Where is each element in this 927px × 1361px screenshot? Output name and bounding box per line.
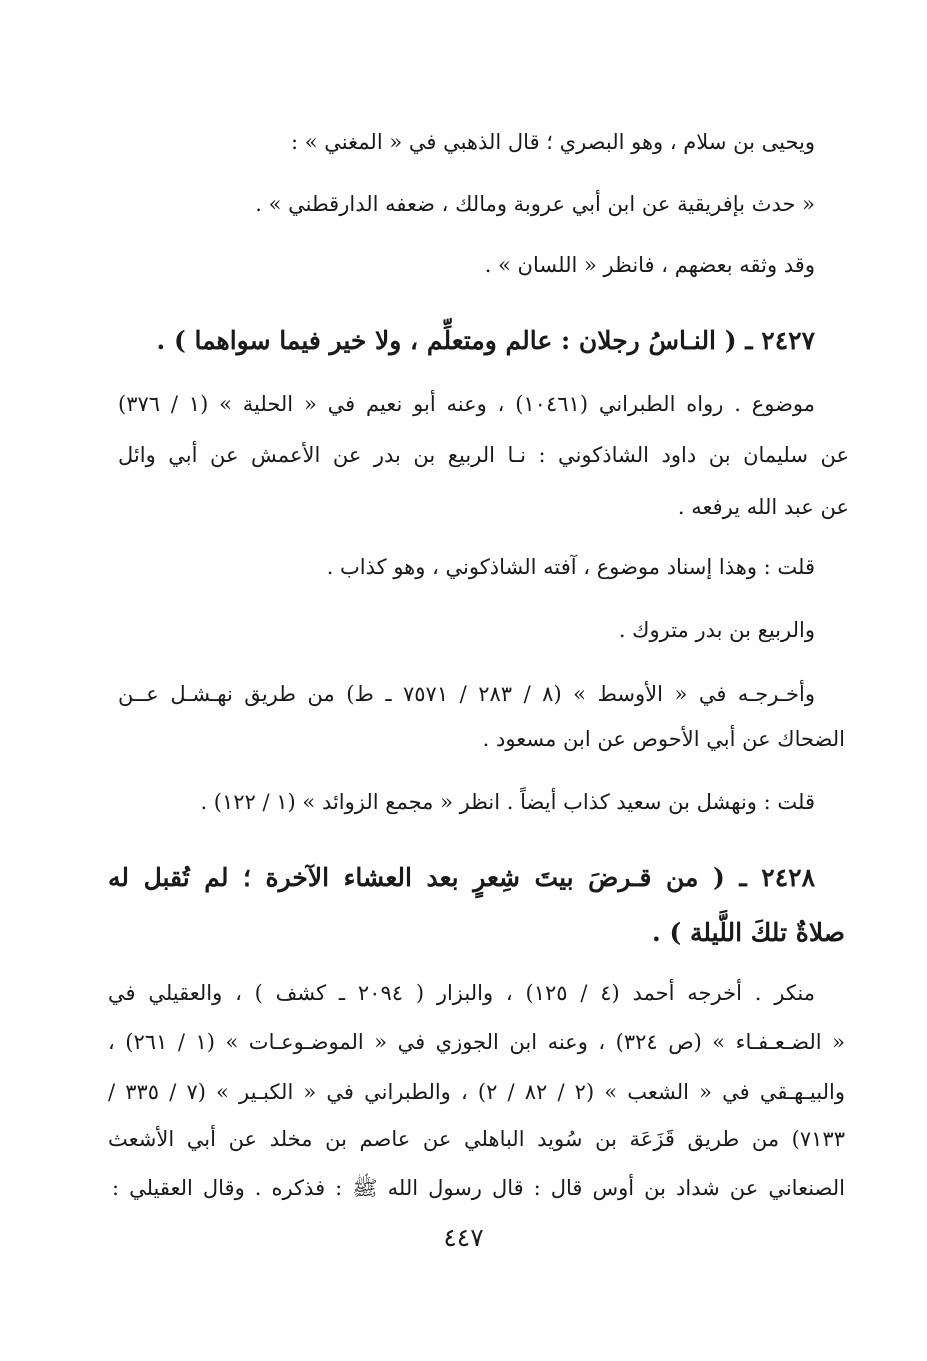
text-line: قلت : وهذا إسناد موضوع ، آفته الشاذكوني ، وهو كذاب .: [326, 555, 815, 579]
text-line: موضوع . رواه الطبراني (١٠٤٦١) ، وعنه أبو نعيم في « الحلية » (١ / ٣٧٦): [118, 392, 816, 416]
text-line: ٧١٣٣) من طريق قَزَعَة بن سُويد الباهلي عن عاصم بن مخلد عن أبي الأشعث: [108, 1127, 845, 1151]
text-line: وأخـرجـه في « الأوسط » (٨ / ٢٨٣ / ٧٥٧١ ـ ط) من طريق نهـشـل عــن: [118, 682, 815, 706]
text-line: « الضـعـفـاء » (ص ٣٢٤) ، وعنه ابن الجوزي في « الموضـوعـات » (١ / ٢٦١) ،: [108, 1030, 845, 1054]
hadith-heading-2428-cont: صلاةٌ تلكَ اللَّيلة ) .: [652, 918, 845, 947]
text-line: قلت : ونهشل بن سعيد كذاب أيضاً . انظر « مجمع الزوائد » (١ / ١٢٢) .: [200, 790, 815, 814]
text-line: والربيع بن بدر متروك .: [618, 618, 815, 642]
text-line: وقد وثقه بعضهم ، فانظر « اللسان » .: [484, 253, 815, 277]
page-number: ٤٤٧: [443, 1223, 484, 1252]
text-line: والبيـهـقي في « الشعب » (٢ / ٨٢ / ٢) ، والطبراني في « الكبـير » (٧ / ٣٣٥ /: [108, 1080, 845, 1104]
text-line: عن عبد الله يرفعه .: [677, 495, 849, 519]
text-line: الضحاك عن أبي الأحوص عن ابن مسعود .: [482, 727, 845, 751]
hadith-heading-2428: ٢٤٢٨ ـ ( من قـرضَ بيتَ شِعرٍ بعد العشاء الآخرة ؛ لم تُقبل له: [108, 863, 815, 892]
quote-line: « حدث بإفريقية عن ابن أبي عروبة ومالك ، ضعفه الدارقطني » .: [255, 192, 815, 216]
text-line: الصنعاني عن شداد بن أوس قال : قال رسول الله ﷺ : فذكره . وقال العقيلي :: [112, 1176, 845, 1200]
text-line: ويحيى بن سلام ، وهو البصري ؛ قال الذهبي في « المغني » :: [291, 130, 815, 154]
text-line: منكر . أخرجه أحمد (٤ / ١٢٥) ، والبزار ( ٢٠٩٤ ـ كشف ) ، والعقيلي في: [108, 981, 816, 1005]
text-line: عن سليمان بن داود الشاذكوني : نـا الربيع بن بدر عن الأعمش عن أبي وائل: [118, 443, 849, 467]
hadith-heading-2427: ٢٤٢٧ ـ ( النـاسُ رجلان : عالم ومتعلِّم ، ولا خير فيما سواهما ) .: [156, 326, 815, 355]
